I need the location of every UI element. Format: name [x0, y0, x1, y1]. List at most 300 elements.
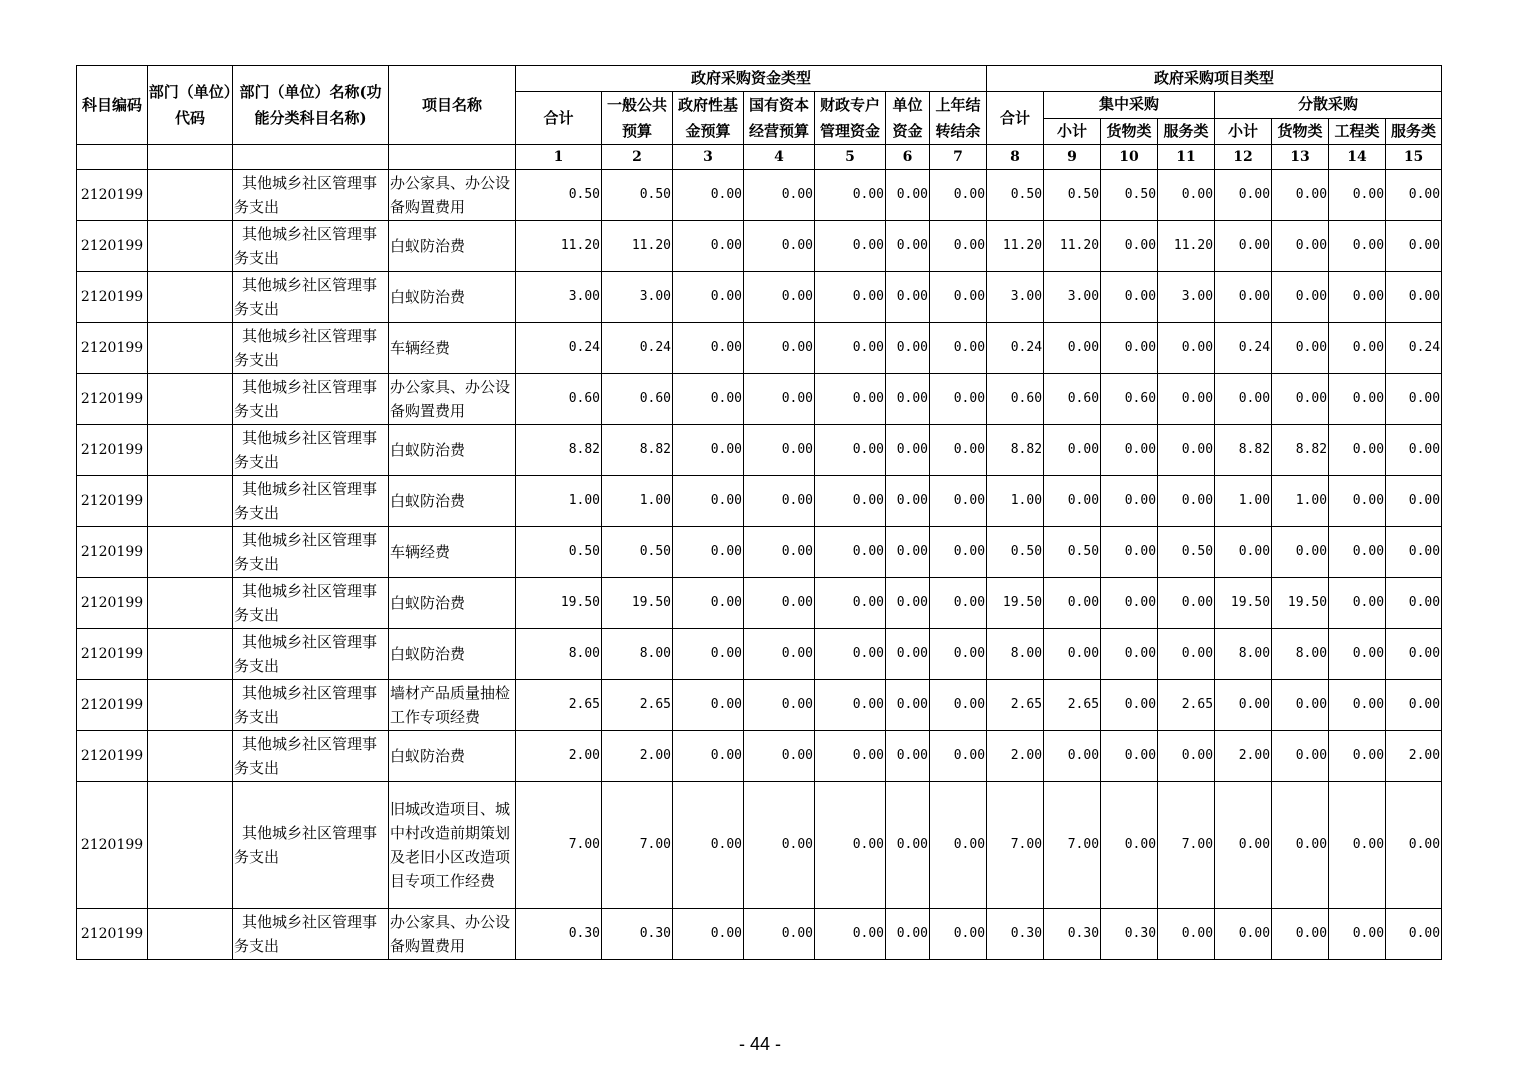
amount-cell: 0.00	[673, 476, 744, 527]
amount-cell: 19.50	[602, 578, 673, 629]
amount-cell: 0.00	[886, 425, 930, 476]
header-goods2: 货物类	[1272, 118, 1329, 145]
dept-code-cell	[148, 578, 233, 629]
amount-cell: 0.00	[1215, 909, 1272, 960]
amount-cell: 0.00	[1044, 629, 1101, 680]
subject-code-cell: 2120199	[77, 527, 148, 578]
header-services2: 服务类	[1386, 118, 1442, 145]
table-row	[77, 680, 1442, 731]
amount-cell: 0.00	[886, 909, 930, 960]
amount-cell: 0.00	[1329, 272, 1386, 323]
amount-cell: 0.00	[815, 221, 886, 272]
amount-cell: 0.00	[673, 680, 744, 731]
header-services: 服务类	[1158, 118, 1215, 145]
amount-cell: 0.00	[1329, 323, 1386, 374]
amount-cell: 0.00	[1386, 374, 1442, 425]
amount-cell: 8.82	[516, 425, 602, 476]
function-name-cell: 其他城乡社区管理事务支出	[233, 374, 389, 425]
table-body	[77, 170, 1442, 960]
amount-cell: 0.00	[1215, 272, 1272, 323]
amount-cell: 0.00	[815, 170, 886, 221]
amount-cell: 0.00	[744, 170, 815, 221]
amount-cell: 0.00	[1158, 323, 1215, 374]
amount-cell: 0.50	[987, 527, 1044, 578]
amount-cell: 2.65	[516, 680, 602, 731]
project-name-cell: 车辆经费	[389, 527, 516, 578]
column-number-row	[77, 145, 1442, 170]
amount-cell: 0.00	[1101, 476, 1158, 527]
amount-cell: 2.65	[987, 680, 1044, 731]
table-row	[77, 731, 1442, 782]
amount-cell: 0.00	[1215, 782, 1272, 909]
amount-cell: 0.50	[1044, 170, 1101, 221]
dept-code-cell	[148, 476, 233, 527]
column-number: 8	[987, 145, 1044, 170]
amount-cell: 1.00	[1215, 476, 1272, 527]
amount-cell: 0.00	[744, 476, 815, 527]
dept-code-cell	[148, 221, 233, 272]
subject-code-cell: 2120199	[77, 909, 148, 960]
amount-cell: 0.00	[1158, 731, 1215, 782]
amount-cell: 1.00	[516, 476, 602, 527]
column-number-blank	[233, 145, 389, 170]
amount-cell: 0.00	[1158, 476, 1215, 527]
header-carryover: 上年结转结余	[930, 92, 987, 145]
amount-cell: 0.00	[815, 578, 886, 629]
amount-cell: 0.00	[1386, 425, 1442, 476]
table-row	[77, 578, 1442, 629]
amount-cell: 8.00	[1272, 629, 1329, 680]
amount-cell: 0.00	[1329, 782, 1386, 909]
amount-cell: 0.00	[930, 272, 987, 323]
amount-cell: 2.00	[987, 731, 1044, 782]
amount-cell: 0.00	[886, 578, 930, 629]
amount-cell: 0.00	[1044, 476, 1101, 527]
column-number: 6	[886, 145, 930, 170]
amount-cell: 8.82	[1272, 425, 1329, 476]
dept-code-cell	[148, 323, 233, 374]
amount-cell: 0.00	[1272, 909, 1329, 960]
function-name-cell: 其他城乡社区管理事务支出	[233, 527, 389, 578]
project-name-cell: 办公家具、办公设备购置费用	[389, 170, 516, 221]
dept-code-cell	[148, 909, 233, 960]
amount-cell: 0.00	[1386, 221, 1442, 272]
amount-cell: 19.50	[516, 578, 602, 629]
amount-cell: 0.00	[744, 527, 815, 578]
column-number: 5	[815, 145, 886, 170]
amount-cell: 0.24	[1215, 323, 1272, 374]
amount-cell: 0.00	[744, 909, 815, 960]
amount-cell: 0.00	[930, 170, 987, 221]
amount-cell: 0.30	[987, 909, 1044, 960]
amount-cell: 0.00	[1158, 909, 1215, 960]
amount-cell: 0.60	[987, 374, 1044, 425]
amount-cell: 0.00	[1272, 680, 1329, 731]
header-subtotal2: 小计	[1215, 118, 1272, 145]
amount-cell: 0.00	[1101, 578, 1158, 629]
header-gov-fund-budget: 政府性基金预算	[673, 92, 744, 145]
amount-cell: 11.20	[516, 221, 602, 272]
header-project-name: 项目名称	[389, 66, 516, 145]
amount-cell: 0.60	[516, 374, 602, 425]
subject-code-cell: 2120199	[77, 272, 148, 323]
subject-code-cell: 2120199	[77, 425, 148, 476]
column-number: 1	[516, 145, 602, 170]
dept-code-cell	[148, 629, 233, 680]
amount-cell: 0.24	[987, 323, 1044, 374]
amount-cell: 0.00	[886, 782, 930, 909]
amount-cell: 0.00	[1272, 731, 1329, 782]
function-name-cell: 其他城乡社区管理事务支出	[233, 680, 389, 731]
project-name-cell: 白蚁防治费	[389, 629, 516, 680]
amount-cell: 0.00	[930, 782, 987, 909]
amount-cell: 0.00	[1386, 272, 1442, 323]
amount-cell: 0.00	[886, 527, 930, 578]
amount-cell: 0.00	[930, 680, 987, 731]
project-name-cell: 白蚁防治费	[389, 731, 516, 782]
amount-cell: 0.60	[1101, 374, 1158, 425]
amount-cell: 0.50	[516, 170, 602, 221]
amount-cell: 0.24	[602, 323, 673, 374]
dept-code-cell	[148, 527, 233, 578]
dept-code-cell	[148, 731, 233, 782]
table-row	[77, 629, 1442, 680]
header-unit-fund: 单位资金	[886, 92, 930, 145]
table-row	[77, 272, 1442, 323]
amount-cell: 2.65	[1044, 680, 1101, 731]
amount-cell: 0.60	[1044, 374, 1101, 425]
amount-cell: 0.00	[1158, 374, 1215, 425]
amount-cell: 0.00	[1329, 527, 1386, 578]
subject-code-cell: 2120199	[77, 476, 148, 527]
amount-cell: 3.00	[1044, 272, 1101, 323]
amount-cell: 0.00	[744, 374, 815, 425]
amount-cell: 0.50	[602, 527, 673, 578]
header-fund-type-group: 政府采购资金类型	[516, 66, 987, 92]
amount-cell: 0.30	[602, 909, 673, 960]
amount-cell: 0.00	[930, 374, 987, 425]
project-name-cell: 旧城改造项目、城中村改造前期策划及老旧小区改造项目专项工作经费	[389, 782, 516, 909]
amount-cell: 0.00	[815, 629, 886, 680]
amount-cell: 0.00	[1386, 782, 1442, 909]
amount-cell: 0.00	[1044, 425, 1101, 476]
subject-code-cell: 2120199	[77, 680, 148, 731]
amount-cell: 0.00	[815, 476, 886, 527]
amount-cell: 1.00	[602, 476, 673, 527]
header-total: 合计	[516, 92, 602, 145]
amount-cell: 0.00	[930, 629, 987, 680]
amount-cell: 0.00	[673, 629, 744, 680]
header-dept-name: 部门（单位）名称(功能分类科目名称)	[233, 66, 389, 145]
amount-cell: 0.00	[744, 782, 815, 909]
amount-cell: 0.00	[886, 374, 930, 425]
amount-cell: 0.00	[1386, 680, 1442, 731]
amount-cell: 0.00	[886, 731, 930, 782]
amount-cell: 3.00	[987, 272, 1044, 323]
amount-cell: 11.20	[1044, 221, 1101, 272]
project-name-cell: 墙材产品质量抽检工作专项经费	[389, 680, 516, 731]
amount-cell: 0.00	[673, 578, 744, 629]
amount-cell: 7.00	[1158, 782, 1215, 909]
amount-cell: 0.00	[1272, 221, 1329, 272]
column-number: 13	[1272, 145, 1329, 170]
amount-cell: 11.20	[602, 221, 673, 272]
header-project-type-group: 政府采购项目类型	[987, 66, 1442, 92]
amount-cell: 0.00	[886, 323, 930, 374]
amount-cell: 0.00	[1044, 731, 1101, 782]
header-dispersed-purchase: 分散采购	[1215, 92, 1442, 119]
project-name-cell: 办公家具、办公设备购置费用	[389, 909, 516, 960]
amount-cell: 0.00	[1329, 629, 1386, 680]
amount-cell: 0.00	[744, 629, 815, 680]
amount-cell: 0.00	[1386, 527, 1442, 578]
function-name-cell: 其他城乡社区管理事务支出	[233, 221, 389, 272]
amount-cell: 0.00	[1158, 629, 1215, 680]
amount-cell: 0.50	[602, 170, 673, 221]
column-number: 2	[602, 145, 673, 170]
project-name-cell: 白蚁防治费	[389, 272, 516, 323]
dept-code-cell	[148, 782, 233, 909]
amount-cell: 8.82	[1215, 425, 1272, 476]
column-number-blank	[389, 145, 516, 170]
column-number-blank	[77, 145, 148, 170]
function-name-cell: 其他城乡社区管理事务支出	[233, 578, 389, 629]
project-name-cell: 车辆经费	[389, 323, 516, 374]
amount-cell: 0.00	[1101, 782, 1158, 909]
amount-cell: 1.00	[1272, 476, 1329, 527]
amount-cell: 0.00	[1101, 731, 1158, 782]
subject-code-cell: 2120199	[77, 629, 148, 680]
amount-cell: 19.50	[1215, 578, 1272, 629]
amount-cell: 8.00	[987, 629, 1044, 680]
header-total2: 合计	[987, 92, 1044, 145]
subject-code-cell: 2120199	[77, 221, 148, 272]
subject-code-cell: 2120199	[77, 782, 148, 909]
amount-cell: 0.00	[1215, 680, 1272, 731]
amount-cell: 0.00	[1386, 170, 1442, 221]
function-name-cell: 其他城乡社区管理事务支出	[233, 170, 389, 221]
amount-cell: 3.00	[516, 272, 602, 323]
table-row	[77, 476, 1442, 527]
amount-cell: 2.65	[1158, 680, 1215, 731]
amount-cell: 0.00	[1386, 909, 1442, 960]
amount-cell: 0.00	[744, 221, 815, 272]
header-dept-code: 部门（单位）代码	[148, 66, 233, 145]
amount-cell: 0.00	[1272, 782, 1329, 909]
function-name-cell: 其他城乡社区管理事务支出	[233, 782, 389, 909]
column-number-blank	[148, 145, 233, 170]
subject-code-cell: 2120199	[77, 170, 148, 221]
amount-cell: 0.00	[815, 425, 886, 476]
amount-cell: 0.00	[886, 629, 930, 680]
amount-cell: 0.00	[1329, 731, 1386, 782]
amount-cell: 8.82	[987, 425, 1044, 476]
dept-code-cell	[148, 170, 233, 221]
amount-cell: 0.00	[930, 731, 987, 782]
amount-cell: 0.50	[1044, 527, 1101, 578]
column-number: 11	[1158, 145, 1215, 170]
amount-cell: 0.00	[1215, 374, 1272, 425]
amount-cell: 0.00	[1101, 629, 1158, 680]
amount-cell: 2.00	[1215, 731, 1272, 782]
amount-cell: 0.00	[744, 680, 815, 731]
procurement-table	[76, 65, 1442, 960]
amount-cell: 0.00	[1215, 221, 1272, 272]
amount-cell: 0.00	[673, 374, 744, 425]
amount-cell: 19.50	[987, 578, 1044, 629]
amount-cell: 2.65	[602, 680, 673, 731]
amount-cell: 0.50	[1101, 170, 1158, 221]
amount-cell: 0.00	[1386, 578, 1442, 629]
function-name-cell: 其他城乡社区管理事务支出	[233, 272, 389, 323]
table-row	[77, 527, 1442, 578]
amount-cell: 2.00	[1386, 731, 1442, 782]
project-name-cell: 白蚁防治费	[389, 221, 516, 272]
amount-cell: 0.30	[1101, 909, 1158, 960]
function-name-cell: 其他城乡社区管理事务支出	[233, 909, 389, 960]
amount-cell: 0.00	[930, 909, 987, 960]
column-number: 3	[673, 145, 744, 170]
amount-cell: 0.00	[1329, 170, 1386, 221]
amount-cell: 0.00	[1158, 578, 1215, 629]
column-number: 4	[744, 145, 815, 170]
dept-code-cell	[148, 680, 233, 731]
amount-cell: 0.00	[673, 221, 744, 272]
table-row	[77, 782, 1442, 909]
amount-cell: 0.00	[1272, 527, 1329, 578]
amount-cell: 0.00	[1329, 476, 1386, 527]
amount-cell: 0.60	[602, 374, 673, 425]
amount-cell: 0.00	[815, 782, 886, 909]
table-row	[77, 221, 1442, 272]
amount-cell: 0.00	[744, 323, 815, 374]
dept-code-cell	[148, 272, 233, 323]
amount-cell: 0.00	[673, 170, 744, 221]
amount-cell: 0.00	[744, 578, 815, 629]
function-name-cell: 其他城乡社区管理事务支出	[233, 731, 389, 782]
amount-cell: 0.00	[673, 425, 744, 476]
amount-cell: 0.00	[815, 272, 886, 323]
amount-cell: 2.00	[602, 731, 673, 782]
amount-cell: 0.24	[516, 323, 602, 374]
header-subtotal: 小计	[1044, 118, 1101, 145]
amount-cell: 0.00	[1101, 272, 1158, 323]
project-name-cell: 办公家具、办公设备购置费用	[389, 374, 516, 425]
amount-cell: 0.00	[744, 272, 815, 323]
amount-cell: 0.00	[1272, 170, 1329, 221]
amount-cell: 0.00	[1272, 323, 1329, 374]
amount-cell: 0.00	[673, 731, 744, 782]
amount-cell: 7.00	[516, 782, 602, 909]
table-header	[77, 66, 1442, 170]
amount-cell: 0.00	[1101, 527, 1158, 578]
amount-cell: 0.30	[1044, 909, 1101, 960]
project-name-cell: 白蚁防治费	[389, 578, 516, 629]
amount-cell: 0.00	[1329, 680, 1386, 731]
amount-cell: 0.00	[886, 476, 930, 527]
amount-cell: 0.00	[1215, 170, 1272, 221]
amount-cell: 8.00	[602, 629, 673, 680]
amount-cell: 0.00	[1101, 323, 1158, 374]
amount-cell: 0.50	[987, 170, 1044, 221]
amount-cell: 7.00	[1044, 782, 1101, 909]
table-row	[77, 425, 1442, 476]
amount-cell: 0.00	[744, 731, 815, 782]
amount-cell: 0.00	[1329, 909, 1386, 960]
amount-cell: 0.00	[886, 680, 930, 731]
amount-cell: 0.30	[516, 909, 602, 960]
amount-cell: 0.00	[930, 527, 987, 578]
subject-code-cell: 2120199	[77, 578, 148, 629]
amount-cell: 11.20	[987, 221, 1044, 272]
amount-cell: 0.00	[1329, 221, 1386, 272]
dept-code-cell	[148, 425, 233, 476]
amount-cell: 0.00	[1215, 527, 1272, 578]
amount-cell: 0.00	[1101, 221, 1158, 272]
header-engineering: 工程类	[1329, 118, 1386, 145]
amount-cell: 0.00	[886, 221, 930, 272]
amount-cell: 0.00	[930, 323, 987, 374]
page-number: - 44 -	[738, 1034, 781, 1054]
header-subject-code: 科目编码	[77, 66, 148, 145]
function-name-cell: 其他城乡社区管理事务支出	[233, 425, 389, 476]
column-number: 14	[1329, 145, 1386, 170]
amount-cell: 0.50	[1158, 527, 1215, 578]
column-number: 7	[930, 145, 987, 170]
function-name-cell: 其他城乡社区管理事务支出	[233, 629, 389, 680]
amount-cell: 11.20	[1158, 221, 1215, 272]
amount-cell: 0.00	[1272, 374, 1329, 425]
amount-cell: 0.00	[815, 731, 886, 782]
column-number: 9	[1044, 145, 1101, 170]
amount-cell: 0.00	[815, 909, 886, 960]
amount-cell: 0.00	[673, 782, 744, 909]
amount-cell: 0.24	[1386, 323, 1442, 374]
dept-code-cell	[148, 374, 233, 425]
amount-cell: 0.00	[744, 425, 815, 476]
amount-cell: 0.00	[673, 272, 744, 323]
amount-cell: 0.00	[1044, 323, 1101, 374]
column-number: 10	[1101, 145, 1158, 170]
amount-cell: 0.00	[815, 527, 886, 578]
header-state-capital-budget: 国有资本经营预算	[744, 92, 815, 145]
amount-cell: 0.00	[1101, 680, 1158, 731]
amount-cell: 0.00	[1101, 425, 1158, 476]
amount-cell: 2.00	[516, 731, 602, 782]
amount-cell: 0.00	[886, 170, 930, 221]
amount-cell: 7.00	[602, 782, 673, 909]
amount-cell: 0.00	[930, 221, 987, 272]
subject-code-cell: 2120199	[77, 323, 148, 374]
function-name-cell: 其他城乡社区管理事务支出	[233, 476, 389, 527]
amount-cell: 0.00	[673, 909, 744, 960]
header-central-purchase: 集中采购	[1044, 92, 1215, 119]
amount-cell: 3.00	[1158, 272, 1215, 323]
amount-cell: 0.00	[930, 476, 987, 527]
amount-cell: 0.00	[1329, 578, 1386, 629]
amount-cell: 0.00	[1386, 476, 1442, 527]
header-fiscal-special: 财政专户管理资金	[815, 92, 886, 145]
project-name-cell: 白蚁防治费	[389, 476, 516, 527]
amount-cell: 0.00	[1386, 629, 1442, 680]
amount-cell: 0.00	[1158, 425, 1215, 476]
amount-cell: 0.00	[930, 578, 987, 629]
amount-cell: 19.50	[1272, 578, 1329, 629]
table-row	[77, 909, 1442, 960]
subject-code-cell: 2120199	[77, 731, 148, 782]
amount-cell: 0.00	[1272, 272, 1329, 323]
amount-cell: 0.00	[815, 323, 886, 374]
